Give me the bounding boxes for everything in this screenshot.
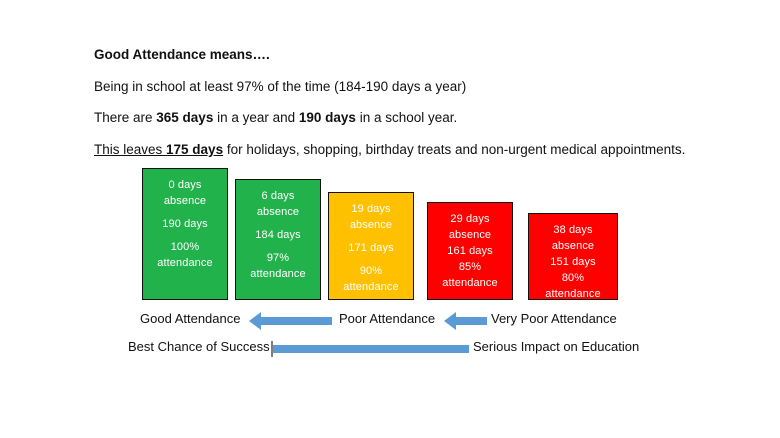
bar-2-attendance-label: attendance <box>343 280 399 293</box>
bar-0-days-absence <box>142 168 228 300</box>
text-line-2: Being in school at least 97% of the time (184-190 days a year) <box>94 79 467 95</box>
text-line-attendance-percent <box>94 78 714 96</box>
line3-days-190: 190 days <box>298 110 356 126</box>
bar-3-percent: 85% <box>458 260 482 273</box>
bar-4-percent: 80% <box>561 271 585 284</box>
bar-1-days: 184 days <box>255 228 301 241</box>
bar-29-days-absence <box>427 202 513 300</box>
text-line-days-in-year <box>94 109 714 127</box>
page-title: Good Attendance means…. <box>94 47 270 62</box>
bar-0-percent: 100% <box>170 240 200 253</box>
attendance-scale-row <box>0 308 780 334</box>
line4-part-a: This leaves <box>94 141 167 157</box>
bar-4-days: 151 days <box>550 255 596 268</box>
bar-0-spacer-2 <box>143 233 227 240</box>
bar-19-days-absence <box>328 192 414 300</box>
bar-1-absence-days: 6 days <box>261 190 295 202</box>
bar-4-attendance-label: attendance <box>545 287 601 300</box>
label-good-attendance: Good Attendance <box>140 311 241 326</box>
label-best-chance-of-success: Best Chance of Success <box>128 339 270 354</box>
bar-1-spacer-2 <box>236 244 320 251</box>
bar-3-attendance-label: attendance <box>442 276 498 289</box>
bar-2-spacer <box>329 234 413 241</box>
label-poor-attendance: Poor Attendance <box>339 311 436 326</box>
bar-3-absence-days: 29 days <box>450 213 490 225</box>
line3-part-c: in a year and <box>213 110 299 126</box>
bar-2-spacer-2 <box>329 257 413 264</box>
line3-days-365: 365 days <box>156 110 214 126</box>
attendance-bar-chart <box>0 168 780 308</box>
bar-4-absence-days: 38 days <box>553 224 593 236</box>
text-line-remaining-days <box>94 141 714 159</box>
bar-2-days: 171 days <box>348 241 394 254</box>
bar-6-days-absence <box>235 179 321 300</box>
bar-1-absence-label: absence <box>256 205 300 218</box>
bar-38-days-absence <box>528 213 618 300</box>
impact-scale-row <box>0 336 780 362</box>
bar-2-percent: 90% <box>359 264 383 277</box>
bar-1-spacer <box>236 221 320 228</box>
bar-2-absence-label: absence <box>349 218 393 231</box>
line3-part-a: There are <box>94 110 157 126</box>
line4-part-c: for holidays, shopping, birthday treats and non-urgent medical appointments. <box>223 141 686 157</box>
bar-1-percent: 97% <box>266 251 290 264</box>
bar-0-absence-label: absence <box>163 194 207 207</box>
bar-0-absence-days: 0 days <box>168 179 202 191</box>
bar-0-spacer <box>143 210 227 217</box>
line4-days-175: 175 days <box>166 141 224 157</box>
arrow-success-to-impact <box>273 345 469 353</box>
arrow-poor-to-very-poor <box>455 317 487 325</box>
arrow-good-to-poor <box>260 317 332 325</box>
bar-3-absence-label: absence <box>448 228 492 241</box>
text-block <box>94 46 714 172</box>
bar-1-attendance-label: attendance <box>250 267 306 280</box>
line3-part-e: in a school year. <box>355 110 458 126</box>
bar-0-attendance-label: attendance <box>157 256 213 269</box>
bar-0-days: 190 days <box>162 217 208 230</box>
bar-3-days: 161 days <box>447 244 493 257</box>
bar-4-absence-label: absence <box>551 239 595 252</box>
bar-2-absence-days: 19 days <box>351 203 391 215</box>
label-very-poor-attendance: Very Poor Attendance <box>491 311 617 326</box>
label-serious-impact-on-education: Serious Impact on Education <box>473 339 640 354</box>
